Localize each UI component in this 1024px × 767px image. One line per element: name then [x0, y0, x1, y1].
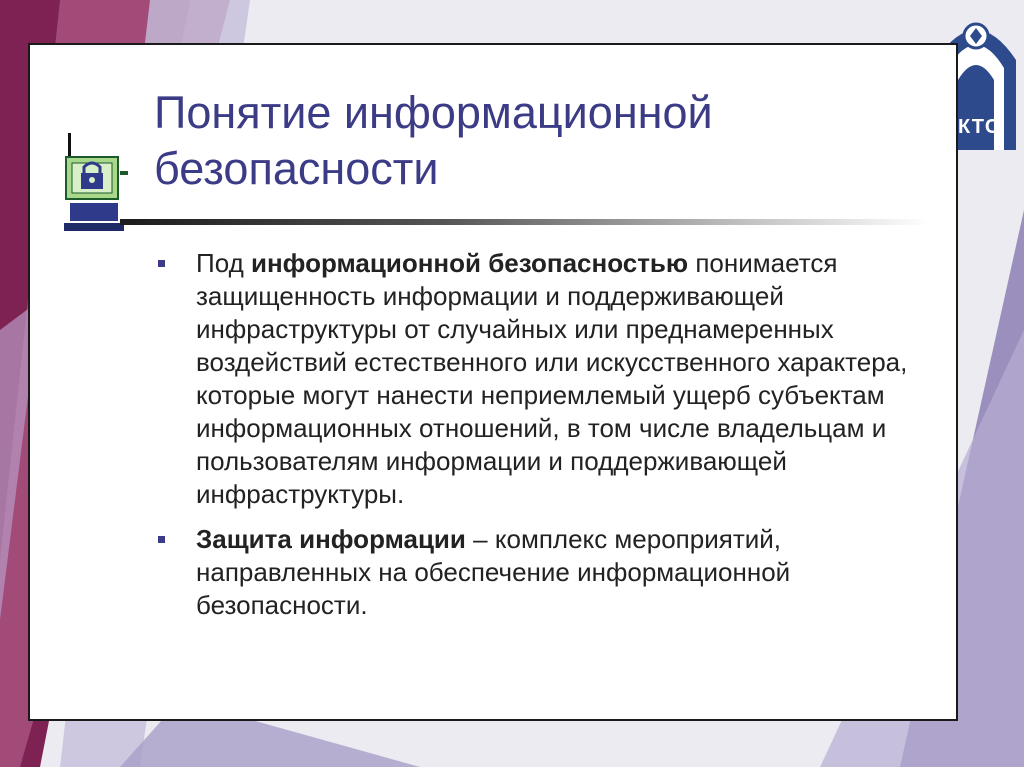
slide-title: [154, 85, 874, 197]
title-line-2: безопасности: [154, 143, 439, 194]
list-item: [158, 247, 918, 511]
bullet-text-prefix: Под: [196, 248, 251, 278]
title-line-1: Понятие информационной: [154, 87, 713, 138]
bullet-marker-icon: [158, 260, 165, 267]
slide-panel: [28, 43, 958, 721]
bullet-term: информационной безопасностью: [250, 248, 689, 278]
bullet-text-rest: понимается защищенность информации и поддерживающей инфраструктуры от случайных или преднамеренных воздействий естественного или искусственного характера, которые могут нанести неприемлемый ущерб субъектам информационных отношений, в том числе владельцам и пользователям информации и поддерживающей инфраструктуры.: [196, 248, 908, 509]
bullet-marker-icon: [158, 536, 165, 543]
bullet-term: Защита информации: [196, 524, 466, 554]
list-item: [158, 523, 918, 622]
logo-text: КТС: [958, 116, 1001, 138]
bullet-text-rest: – комплекс мероприятий, направленных на обеспечение информационной безопасности.: [196, 524, 791, 620]
bullet-list: [158, 247, 918, 634]
title-divider: [120, 219, 930, 225]
